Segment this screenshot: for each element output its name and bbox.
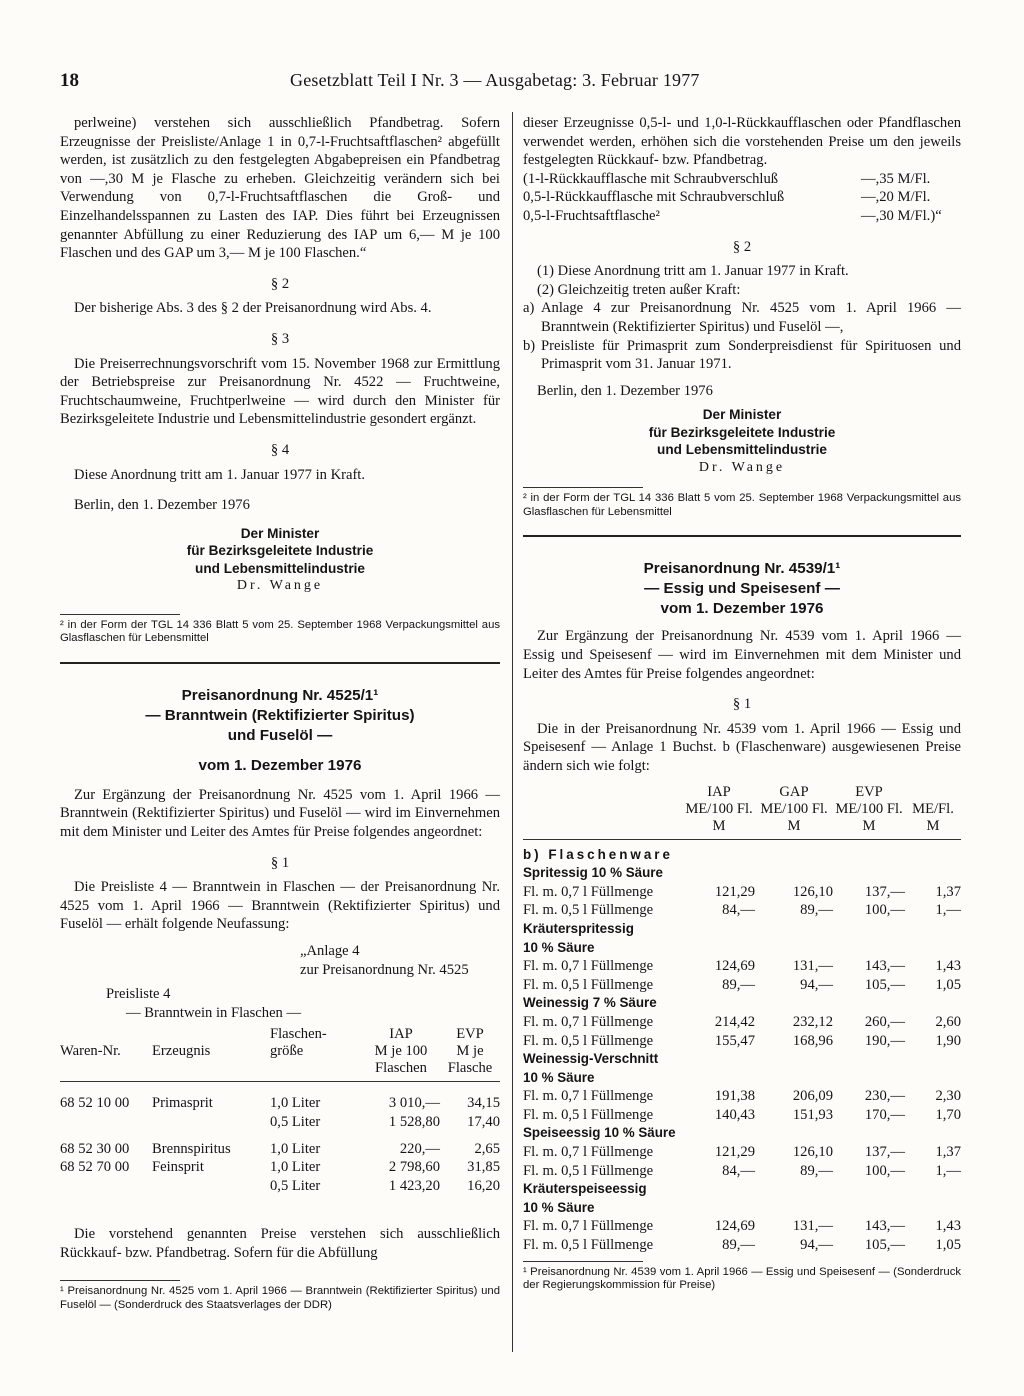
cell-name — [152, 1113, 270, 1132]
cell-evp: 260,— — [864, 1013, 905, 1030]
table-row — [523, 1106, 961, 1125]
cell-nr: 68 52 30 00 — [60, 1140, 130, 1157]
cell-gap: 94,— — [800, 976, 833, 993]
signature-line: und Lebensmittelindustrie — [657, 442, 827, 458]
section-heading: § 1 — [732, 696, 752, 713]
cell-size: 1,0 Liter — [270, 1095, 321, 1112]
cell-me: 1,05 — [935, 1237, 961, 1254]
cell-iap: 124,69 — [714, 1218, 755, 1235]
annex-label: zur Preisanordnung Nr. 4525 — [300, 961, 469, 978]
cell-gap: 126,10 — [792, 883, 833, 900]
footnote-rule — [60, 614, 180, 615]
cell-gap: 131,— — [792, 1218, 833, 1235]
cell-label: Fl. m. 0,7 l Füllmenge — [523, 1144, 654, 1161]
section-text: (1) Diese Anordnung tritt am 1. Januar 1977 in Kraft. — [537, 263, 849, 280]
footnote: ² in der Form der TGL 14 336 Blatt 5 vom 25. September 1968 Verpackungsmittel aus Glasflaschen für Lebensmittel — [523, 492, 961, 518]
product-group-name: 10 % Säure — [523, 939, 595, 955]
cell-me: 1,43 — [935, 958, 961, 975]
item-text: Anlage 4 zur Preisanordnung Nr. 4525 vom 1. April 1966 — Branntwein (Rektifizierter Spiritus) und Fuselöl —, — [541, 300, 961, 335]
cell-size: 1,0 Liter — [270, 1159, 321, 1176]
cell-iap: 191,38 — [714, 1088, 755, 1105]
cell-iap: 1 423,20 — [388, 1177, 440, 1194]
col-header: M — [683, 818, 755, 840]
running-title: Gesetzblatt Teil I Nr. 3 — Ausgabetag: 3. Februar 1977 — [290, 70, 700, 90]
cell-iap: 89,— — [722, 1237, 755, 1254]
table-row — [60, 1113, 500, 1132]
repeal-item — [523, 337, 961, 374]
col-header: Flaschen- — [270, 1026, 327, 1043]
cell-me: 1,70 — [935, 1106, 961, 1123]
cell-iap: 89,— — [722, 976, 755, 993]
cell-evp: 100,— — [864, 1162, 905, 1179]
table-row — [60, 1177, 500, 1196]
ordinance-date: vom 1. Dezember 1976 — [660, 600, 824, 618]
deposit-line — [523, 207, 961, 226]
cell-me: 1,— — [935, 1162, 961, 1179]
repeal-item — [523, 299, 961, 336]
cell-label: Fl. m. 0,7 l Füllmenge — [523, 883, 654, 900]
ordinance-title: Preisanordnung Nr. 4525/1¹ — [181, 686, 379, 704]
cell-size: 0,5 Liter — [270, 1113, 321, 1130]
table-row — [523, 1143, 961, 1162]
col-header: EVP — [456, 1026, 484, 1043]
left-column — [60, 114, 500, 1312]
group-heading-row — [523, 1180, 961, 1199]
cell-name: Primasprit — [152, 1095, 213, 1112]
col-header: GAP — [779, 783, 809, 800]
group-heading-row — [523, 994, 961, 1013]
cell-evp: 105,— — [864, 976, 905, 993]
cell-nr — [60, 1113, 152, 1132]
product-group-name: Kräuterspeiseessig — [523, 1181, 647, 1197]
table-row — [523, 976, 961, 995]
cell-me: 2,30 — [935, 1088, 961, 1105]
section-heading: § 4 — [270, 441, 290, 458]
section-text: Die Preisliste 4 — Branntwein in Flaschen — der Preisanordnung Nr. 4525 vom 1. April 1966 — Branntwein (Rektifizierter Spiritus) und Fuselöl — erhält folgende Neufassung: — [60, 879, 500, 933]
place-date: Berlin, den 1. Dezember 1976 — [74, 497, 250, 514]
cell-nr: 68 52 10 00 — [60, 1095, 130, 1112]
col-header: ME/100 Fl. — [685, 800, 753, 817]
cell-evp: 2,65 — [474, 1140, 500, 1157]
product-group-name: Speiseessig 10 % Säure — [523, 1125, 676, 1141]
product-groups — [523, 864, 961, 1254]
col-header — [905, 784, 961, 801]
cell-iap: 84,— — [722, 902, 755, 919]
cell-size: 0,5 Liter — [270, 1177, 321, 1194]
group-heading-row — [523, 1124, 961, 1143]
table-row — [523, 1236, 961, 1255]
page-header — [60, 70, 960, 98]
ordinance-title: Preisanordnung Nr. 4539/1¹ — [643, 560, 841, 578]
cell-label: Fl. m. 0,5 l Füllmenge — [523, 1162, 654, 1179]
cell-gap: 168,96 — [792, 1032, 833, 1049]
annex-label: „Anlage 4 — [300, 942, 360, 959]
footnote: ² in der Form der TGL 14 336 Blatt 5 vom 25. September 1968 Verpackungsmittel aus Glasflaschen für Lebensmittel — [60, 618, 500, 645]
ordinance-intro: Zur Ergänzung der Preisanordnung Nr. 4525 vom 1. April 1966 — Branntwein (Rektifizierter Spiritus) und Fuselöl — wird im Einvernehmen mit dem Minister und Leiter des Amtes für Preise folgendes angeordnet: — [60, 786, 500, 840]
col-header: IAP — [707, 783, 731, 800]
cell-iap: 121,29 — [714, 1144, 755, 1161]
essig-price-table — [523, 784, 961, 1255]
section-text: (2) Gleichzeitig treten außer Kraft: — [537, 281, 741, 298]
signature-line: Der Minister — [240, 525, 320, 541]
cell-size: 1,0 Liter — [270, 1140, 321, 1157]
cell-name: Brennspiritus — [152, 1140, 231, 1157]
place-date: Berlin, den 1. Dezember 1976 — [537, 382, 713, 399]
cell-evp: 170,— — [864, 1106, 905, 1123]
col-header: ME/Fl. — [912, 800, 954, 817]
group-heading-row — [523, 920, 961, 939]
deposit-value: —,30 M/Fl.)“ — [861, 207, 942, 224]
section-text: Die Preiserrechnungsvorschrift vom 15. November 1968 zur Ermittlung der Betriebspreise zur Preisanordnung Nr. 4522 — Fruchtweine, Fruchtschaumweine, Fruchtperlweine — wird durch den Minister für Bezirksgeleitete Industrie und Lebensmittelindustrie gesondert ergänzt. — [60, 355, 500, 428]
deposit-line — [523, 170, 961, 189]
cell-evp: 190,— — [864, 1032, 905, 1049]
footnote-rule — [523, 1261, 643, 1262]
footnote: ¹ Preisanordnung Nr. 4525 vom 1. April 1966 — Branntwein (Rektifizierter Spiritus) und Fuselöl — (Sonderdruck des Staatsverlages der DDR) — [60, 1285, 500, 1311]
section-heading: § 2 — [732, 238, 752, 255]
col-header: Waren-Nr. — [60, 1043, 121, 1060]
product-group-name: 10 % Säure — [523, 1069, 595, 1085]
section-label: b) Flaschenware — [523, 846, 673, 862]
item-key: b) — [523, 337, 536, 354]
right-column — [523, 114, 961, 1293]
cell-evp: 230,— — [864, 1088, 905, 1105]
section-text: Diese Anordnung tritt am 1. Januar 1977 in Kraft. — [74, 466, 366, 483]
table-row — [523, 1087, 961, 1106]
ordinance-subtitle: und Fuselöl — — [227, 726, 333, 744]
cell-nr — [60, 1177, 152, 1196]
branntwein-price-table — [60, 1026, 500, 1195]
cell-iap: 140,43 — [714, 1106, 755, 1123]
product-group-name: 10 % Säure — [523, 1199, 595, 1215]
section-text: Die in der Preisanordnung Nr. 4539 vom 1. April 1966 — Essig und Speisesenf — Anlage 1 Buchst. b (Flaschenware) ausgewiesenen Preise ändern sich wie folgt: — [523, 720, 961, 774]
cell-gap: 89,— — [800, 902, 833, 919]
cell-gap: 131,— — [792, 958, 833, 975]
column-divider — [512, 112, 513, 1352]
cell-evp: 143,— — [864, 958, 905, 975]
cell-gap: 232,12 — [792, 1013, 833, 1030]
deposit-label: (1-l-Rückkaufflasche mit Schraubverschluß — [523, 170, 779, 187]
cell-me: 1,37 — [935, 1144, 961, 1161]
cell-iap: 214,42 — [714, 1013, 755, 1030]
ordinance-intro: Zur Ergänzung der Preisanordnung Nr. 4539 vom 1. April 1966 — Essig und Speisesenf — wird im Einvernehmen mit dem Minister und Leiter des Amtes für Preise folgendes angeordnet: — [523, 628, 961, 682]
table-row — [523, 1032, 961, 1051]
continued-paragraph: perlweine) verstehen sich ausschließlich Pfandbetrag. Sofern Erzeugnisse der Preisliste/Anlage 1 in 0,7-l-Fruchtsaftflaschen² abgefüllt werden, ist zusätzlich zu den festgelegten Abgabepreisen ein Pfandbetrag von —,30 M je Flasche zu erheben. Gleichzeitig verändern sich bei Verwendung von 0,7-l-Fruchtsaftflaschen die Groß- und Einzelhandelsspannen zu Lasten des IAP. Dies führt bei Erzeugnissen genannter Abfüllung zu einer Reduzierung des IAP um 6,— M je 100 Flaschen und des GAP um 3,— M je 100 Flaschen.“ — [60, 115, 500, 262]
col-header: Flasche — [440, 1060, 500, 1082]
cell-label: Fl. m. 0,5 l Füllmenge — [523, 1106, 654, 1123]
signature-line: und Lebensmittelindustrie — [195, 560, 365, 576]
cell-evp: 143,— — [864, 1218, 905, 1235]
cell-label: Fl. m. 0,7 l Füllmenge — [523, 1218, 654, 1235]
product-group-name: Weinessig 7 % Säure — [523, 995, 657, 1011]
group-heading-row — [523, 1050, 961, 1069]
cell-iap: 1 528,80 — [388, 1113, 440, 1130]
deposit-line — [523, 188, 961, 207]
deposit-value: —,20 M/Fl. — [861, 189, 931, 206]
continued-paragraph: dieser Erzeugnisse 0,5-l- und 1,0-l-Rückkaufflaschen oder Pfandflaschen verwendet werden, erhöhen sich die vorstehenden Preise um den jeweils festgelegten Rückkauf- bzw. Pfandbetrag. — [523, 115, 961, 169]
cell-iap: 124,69 — [714, 958, 755, 975]
ordinance-date: vom 1. Dezember 1976 — [198, 756, 362, 774]
cell-label: Fl. m. 0,5 l Füllmenge — [523, 902, 654, 919]
col-header: Erzeugnis — [152, 1043, 211, 1060]
cell-evp: 137,— — [864, 1144, 905, 1161]
signatory-name: Dr. Wange — [236, 578, 324, 594]
section-heading: § 3 — [270, 330, 290, 347]
table-row — [60, 1158, 500, 1177]
deposit-value: —,35 M/Fl. — [861, 170, 931, 187]
product-group-name: Weinessig-Verschnitt — [523, 1051, 659, 1067]
cell-name — [152, 1177, 270, 1196]
ordinance-subtitle: — Essig und Speisesenf — — [644, 580, 840, 598]
deposit-label: 0,5-l-Rückkaufflasche mit Schraubverschluß — [523, 189, 785, 206]
cell-label: Fl. m. 0,7 l Füllmenge — [523, 958, 654, 975]
page-number: 18 — [60, 70, 79, 91]
cell-evp: 137,— — [864, 883, 905, 900]
col-header: größe — [270, 1043, 304, 1060]
cell-me: 1,43 — [935, 1218, 961, 1235]
col-header: IAP — [389, 1026, 413, 1043]
cell-gap: 89,— — [800, 1162, 833, 1179]
signature-line: Der Minister — [702, 407, 782, 423]
signatory-name: Dr. Wange — [698, 459, 786, 475]
table-row — [523, 883, 961, 902]
item-key: a) — [523, 300, 535, 317]
cell-gap: 151,93 — [792, 1106, 833, 1123]
col-header: Flaschen — [362, 1060, 440, 1082]
cell-me: 1,37 — [935, 883, 961, 900]
cell-gap: 206,09 — [792, 1088, 833, 1105]
cell-evp: 17,40 — [467, 1113, 500, 1130]
cell-iap: 3 010,— — [388, 1095, 440, 1112]
cell-me: 1,90 — [935, 1032, 961, 1049]
footnote-rule — [60, 1280, 180, 1281]
cell-evp: 105,— — [864, 1237, 905, 1254]
product-group-name: Spritessig 10 % Säure — [523, 865, 663, 881]
table-row — [60, 1140, 500, 1159]
table-row — [523, 901, 961, 920]
section-heading: § 2 — [270, 275, 290, 292]
pricelist-label: Preisliste 4 — [106, 986, 171, 1003]
col-header: ME/100 Fl. — [760, 800, 828, 817]
col-header: EVP — [855, 783, 883, 800]
table-row — [523, 957, 961, 976]
col-header: M — [755, 818, 833, 840]
table-row — [60, 1094, 500, 1113]
col-header: M — [905, 818, 961, 840]
cell-gap: 126,10 — [792, 1144, 833, 1161]
col-header: ME/100 Fl. — [835, 800, 903, 817]
signature-line: für Bezirksgeleitete Industrie — [648, 424, 836, 440]
col-header: M je — [456, 1043, 484, 1060]
section-heading: § 1 — [270, 854, 290, 871]
group-heading-row — [523, 939, 961, 958]
cell-name: Feinsprit — [152, 1159, 204, 1176]
cell-iap: 84,— — [722, 1162, 755, 1179]
table-row — [523, 1217, 961, 1236]
cell-label: Fl. m. 0,5 l Füllmenge — [523, 976, 654, 993]
cell-label: Fl. m. 0,5 l Füllmenge — [523, 1237, 654, 1254]
cell-iap: 220,— — [399, 1140, 440, 1157]
pricelist-label: — Branntwein in Flaschen — — [126, 1004, 302, 1021]
cell-label: Fl. m. 0,5 l Füllmenge — [523, 1032, 654, 1049]
signature-line: für Bezirksgeleitete Industrie — [186, 543, 374, 559]
cell-evp: 34,15 — [467, 1095, 500, 1112]
cell-iap: 2 798,60 — [388, 1159, 440, 1176]
table-row — [523, 1162, 961, 1181]
footnote-rule — [523, 487, 643, 488]
cell-gap: 94,— — [800, 1237, 833, 1254]
closing-paragraph: Die vorstehend genannten Preise verstehen sich ausschließlich Rückkauf- bzw. Pfandbetrag. Sofern für die Abfüllung — [60, 1226, 500, 1261]
col-header: M — [833, 818, 905, 840]
cell-label: Fl. m. 0,7 l Füllmenge — [523, 1088, 654, 1105]
cell-evp: 100,— — [864, 902, 905, 919]
group-heading-row — [523, 1199, 961, 1218]
cell-evp: 16,20 — [467, 1177, 500, 1194]
col-header: M je 100 — [374, 1043, 428, 1060]
cell-nr: 68 52 70 00 — [60, 1159, 130, 1176]
product-group-name: Kräuterspritessig — [523, 920, 634, 936]
cell-iap: 155,47 — [714, 1032, 755, 1049]
cell-iap: 121,29 — [714, 883, 755, 900]
cell-me: 2,60 — [935, 1013, 961, 1030]
footnote: ¹ Preisanordnung Nr. 4539 vom 1. April 1966 — Essig und Speisesenf — (Sonderdruck der Regierungskommission für Preise) — [523, 1265, 961, 1292]
cell-evp: 31,85 — [467, 1159, 500, 1176]
ordinance-subtitle: — Branntwein (Rektifizierter Spiritus) — [145, 706, 415, 724]
table-row — [523, 1013, 961, 1032]
group-heading-row — [523, 864, 961, 883]
group-heading-row — [523, 1069, 961, 1088]
cell-me: 1,05 — [935, 976, 961, 993]
cell-me: 1,— — [935, 902, 961, 919]
deposit-label: 0,5-l-Fruchtsaftflasche² — [523, 207, 660, 224]
section-text: Der bisherige Abs. 3 des § 2 der Preisanordnung wird Abs. 4. — [74, 300, 432, 317]
cell-label: Fl. m. 0,7 l Füllmenge — [523, 1013, 654, 1030]
item-text: Preisliste für Primasprit zum Sonderpreisdienst für Spirituosen und Primasprit vom 31. Januar 1971. — [541, 337, 961, 373]
